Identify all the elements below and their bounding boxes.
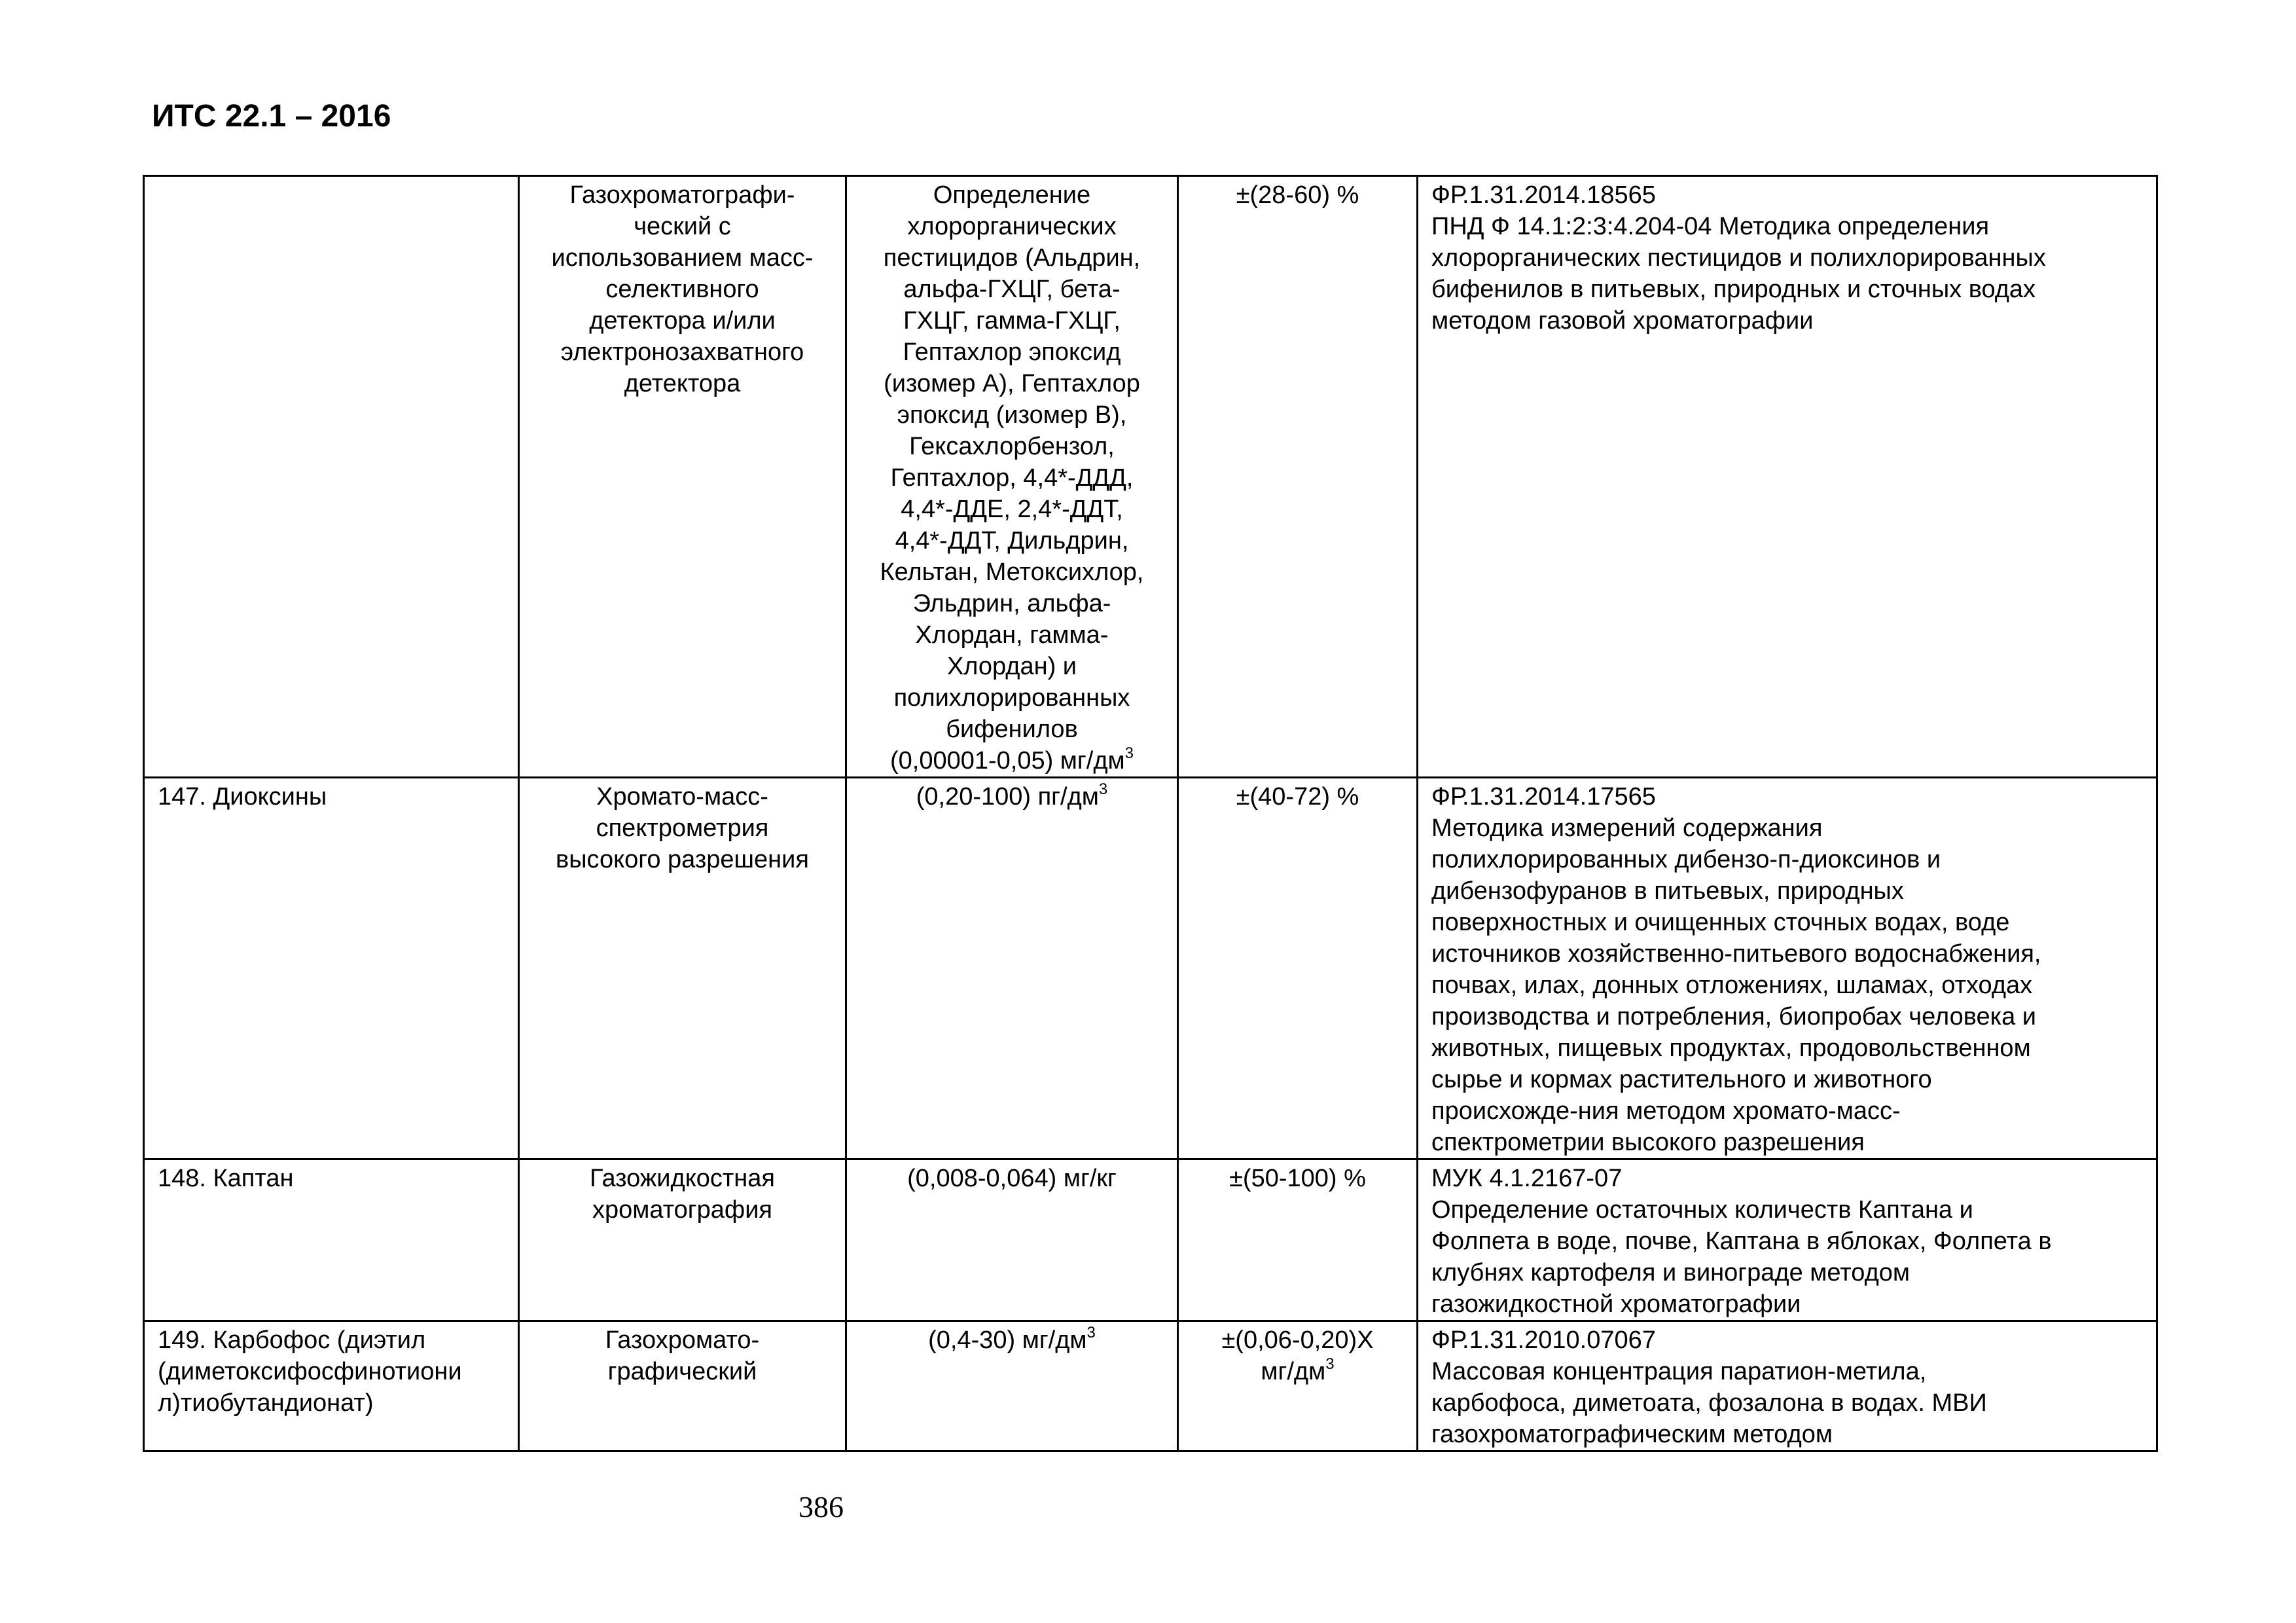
range-value — [860, 1163, 1164, 1194]
document-line: животных, пищевых продуктах, продовольственном — [1431, 1034, 2031, 1062]
method-line: детектора — [624, 370, 741, 397]
method-line: Хромато-масс- — [596, 783, 768, 811]
error-cell — [1178, 1321, 1418, 1451]
substance-line: (диметоксифосфинотиони — [158, 1358, 462, 1385]
range-value-text: (0,4-30) мг/дм — [928, 1326, 1087, 1354]
method-line: высокого разрешения — [556, 846, 809, 873]
table-row — [144, 778, 2157, 1159]
document-cell — [1418, 176, 2157, 778]
document-line: газожидкостной хроматографии — [1431, 1290, 1801, 1318]
range-line: Гептахлор эпоксид — [903, 338, 1121, 366]
document-line: газохроматографическим методом — [1431, 1421, 1833, 1448]
method-line: спектрометрия — [596, 814, 769, 842]
document-line: источников хозяйственно-питьевого водоснабжения, — [1431, 940, 2041, 968]
range-cell — [846, 1159, 1178, 1321]
error-unit-text: мг/дм — [1261, 1358, 1326, 1385]
substance-cell — [144, 1321, 519, 1451]
substance-cell — [144, 1159, 519, 1321]
substance-line: 149. Карбофос (диэтил — [158, 1326, 426, 1354]
range-line: Определение — [933, 181, 1091, 209]
unit-superscript: 3 — [1086, 1324, 1096, 1342]
substance-cell — [144, 176, 519, 778]
range-line: хлорорганических — [907, 213, 1117, 240]
document-line: Фолпета в воде, почве, Каптана в яблоках, Фолпета в — [1431, 1228, 2052, 1255]
range-line: ГХЦГ, гамма-ГХЦГ, — [903, 307, 1121, 335]
range-line: Хлордан) и — [946, 653, 1077, 680]
document-header: ИТС 22.1 – 2016 — [152, 99, 391, 134]
methods-table — [143, 175, 2158, 1452]
method-line: Газохроматографи- — [569, 181, 795, 209]
document-line: производства и потребления, биопробах человека и — [1431, 1003, 2036, 1030]
document-line: дибензофуранов в питьевых, природных — [1431, 877, 1904, 905]
table-row — [144, 1159, 2157, 1321]
document-line: спектрометрии высокого разрешения — [1431, 1129, 1865, 1156]
method-cell — [519, 1159, 846, 1321]
substance-line: 148. Каптан — [158, 1165, 294, 1192]
document-line: хлорорганических пестицидов и полихлорированных — [1431, 244, 2046, 272]
unit-superscript: 3 — [1124, 744, 1134, 763]
document-line: Массовая концентрация паратион-метила, — [1431, 1358, 1927, 1385]
document-line: карбофоса, диметоата, фозалона в водах. МВИ — [1431, 1389, 1987, 1417]
method-line: Газохромато- — [605, 1326, 760, 1354]
document-line: ФР.1.31.2014.17565 — [1431, 783, 1656, 811]
range-line: 4,4*-ДДТ, Дильдрин, — [895, 527, 1129, 555]
substance-line: л)тиобутандионат) — [158, 1389, 374, 1417]
method-cell — [519, 1321, 846, 1451]
document-line: сырье и кормах растительного и животного — [1431, 1066, 1932, 1093]
method-line: использованием масс- — [551, 244, 814, 272]
method-line: ческий с — [634, 213, 731, 240]
document-line: ПНД Ф 14.1:2:3:4.204-04 Методика определения — [1431, 213, 1990, 240]
document-line: ФР.1.31.2014.18565 — [1431, 181, 1656, 209]
method-line: электронозахватного — [560, 338, 804, 366]
substance-line: 147. Диоксины — [158, 783, 327, 811]
range-line: Хлордан, гамма- — [915, 621, 1109, 649]
document-line: полихлорированных дибензо-п-диоксинов и — [1431, 846, 1941, 873]
range-value-text: (0,008-0,064) мг/кг — [907, 1165, 1117, 1192]
document-cell — [1418, 1321, 2157, 1451]
method-line: селективного — [605, 276, 759, 303]
substance-cell — [144, 778, 519, 1159]
error-line: ±(28-60) % — [1236, 181, 1359, 209]
page-number: 386 — [798, 1490, 844, 1523]
document-line: МУК 4.1.2167-07 — [1431, 1165, 1623, 1192]
unit-superscript: 3 — [1325, 1355, 1335, 1374]
error-line: ±(0,06-0,20)Х — [1221, 1326, 1374, 1354]
document-line: Определение остаточных количеств Каптана и — [1431, 1196, 1973, 1224]
document-line: клубнях картофеля и винограде методом — [1431, 1259, 1910, 1286]
range-cell — [846, 176, 1178, 778]
range-line: альфа-ГХЦГ, бета- — [903, 276, 1121, 303]
range-value — [860, 745, 1164, 776]
method-cell — [519, 778, 846, 1159]
document-line: бифенилов в питьевых, природных и сточных водах — [1431, 276, 2036, 303]
method-line: Газожидкостная — [590, 1165, 775, 1192]
range-value-text: (0,20-100) пг/дм — [916, 783, 1099, 811]
range-line: Эльдрин, альфа- — [912, 590, 1111, 617]
range-line: (изомер А), Гептахлор — [884, 370, 1140, 397]
error-cell — [1178, 1159, 1418, 1321]
method-line: детектора и/или — [589, 307, 776, 335]
document-line: методом газовой хроматографии — [1431, 307, 1814, 335]
range-cell — [846, 1321, 1178, 1451]
methods-table-wrapper — [143, 175, 2156, 1452]
method-line: хроматография — [592, 1196, 772, 1224]
document-cell — [1418, 1159, 2157, 1321]
error-cell — [1178, 778, 1418, 1159]
document-line: поверхностных и очищенных сточных водах, воде — [1431, 909, 2010, 936]
unit-superscript: 3 — [1098, 780, 1108, 799]
range-line: Гексахлорбензол, — [909, 433, 1115, 460]
method-line: графический — [607, 1358, 757, 1385]
range-value — [860, 781, 1164, 812]
method-cell — [519, 176, 846, 778]
document-line: ФР.1.31.2010.07067 — [1431, 1326, 1656, 1354]
range-cell — [846, 778, 1178, 1159]
range-line: полихлорированных — [893, 684, 1130, 712]
range-line: Кельтан, Метоксихлор, — [880, 558, 1144, 586]
range-line: 4,4*-ДДЕ, 2,4*-ДДТ, — [901, 496, 1123, 523]
error-cell — [1178, 176, 1418, 778]
error-line: ±(40-72) % — [1236, 783, 1359, 811]
error-line: ±(50-100) % — [1229, 1165, 1366, 1192]
document-line: Методика измерений содержания — [1431, 814, 1823, 842]
document-line: почвах, илах, донных отложениях, шламах, отходах — [1431, 972, 2033, 999]
range-line: Гептахлор, 4,4*-ДДД, — [890, 464, 1134, 492]
range-line: эпоксид (изомер В), — [897, 401, 1127, 429]
range-line: бифенилов — [946, 716, 1078, 743]
range-value-text: (0,00001-0,05) мг/дм — [889, 747, 1125, 775]
error-unit — [1192, 1356, 1403, 1387]
range-value — [860, 1324, 1164, 1356]
document-line: происхожде-ния методом хромато-масс- — [1431, 1097, 1901, 1125]
table-row — [144, 1321, 2157, 1451]
document-cell — [1418, 778, 2157, 1159]
table-row — [144, 176, 2157, 778]
range-line: пестицидов (Альдрин, — [883, 244, 1141, 272]
